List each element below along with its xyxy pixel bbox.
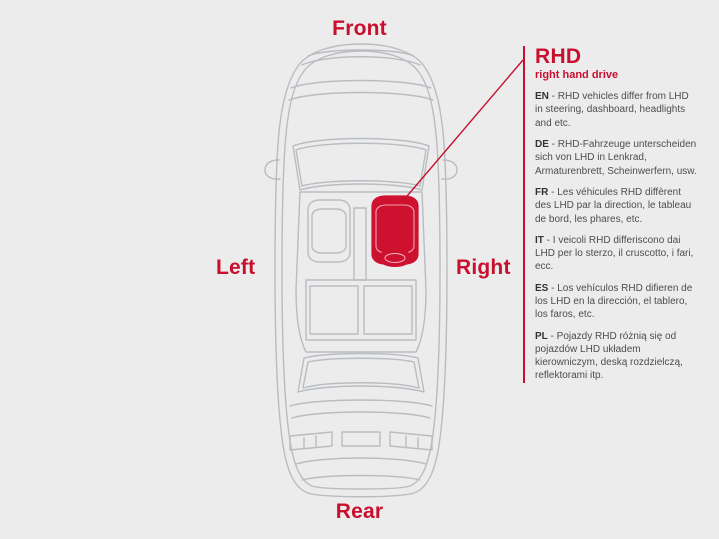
- lang-text-pl: - Pojazdy RHD różnią się od pojazdów LHD układem kierowniczym, deską rozdzielczą, reflektorami itp.: [535, 330, 683, 382]
- rhd-info-panel: [523, 46, 699, 383]
- description-es: [535, 282, 699, 322]
- direction-label-left: Left: [216, 256, 256, 279]
- car-top-view-illustration: [246, 40, 476, 500]
- description-en: [535, 90, 699, 130]
- lang-code-de: DE: [535, 139, 549, 151]
- lang-text-de: - RHD-Fahrzeuge unterscheiden sich von LHD in Lenkrad, Armaturenbrett, Scheinwerfern, usw.: [535, 139, 697, 177]
- info-panel-title: RHD: [535, 45, 582, 68]
- direction-label-rear: Rear: [335, 500, 384, 523]
- description-pl: [535, 330, 699, 383]
- lang-text-es: - Los vehículos RHD difieren de los LHD en la dirección, el tablero, los faros, etc.: [535, 282, 693, 321]
- description-it: [535, 234, 699, 274]
- description-de: [535, 138, 699, 178]
- lang-text-en: - RHD vehicles differ from LHD in steering, dashboard, headlights and etc.: [535, 91, 689, 129]
- lang-code-fr: FR: [535, 186, 549, 198]
- lang-code-en: EN: [535, 91, 549, 103]
- description-fr: [535, 186, 699, 226]
- lang-code-es: ES: [535, 282, 549, 294]
- direction-label-right: Right: [456, 256, 511, 279]
- direction-label-front: Front: [332, 17, 387, 40]
- lang-code-it: IT: [535, 234, 544, 246]
- lang-text-it: - I veicoli RHD differiscono dai LHD per lo sterzo, il cruscotto, i fari, ecc.: [535, 234, 694, 273]
- info-panel-subtitle: right hand drive: [535, 69, 619, 82]
- lang-text-fr: - Les véhicules RHD diffèrent des LHD par la direction, le tableau de bord, les phares, etc.: [535, 186, 692, 225]
- lang-code-pl: PL: [535, 330, 548, 342]
- rhd-highlight-group: [372, 196, 418, 267]
